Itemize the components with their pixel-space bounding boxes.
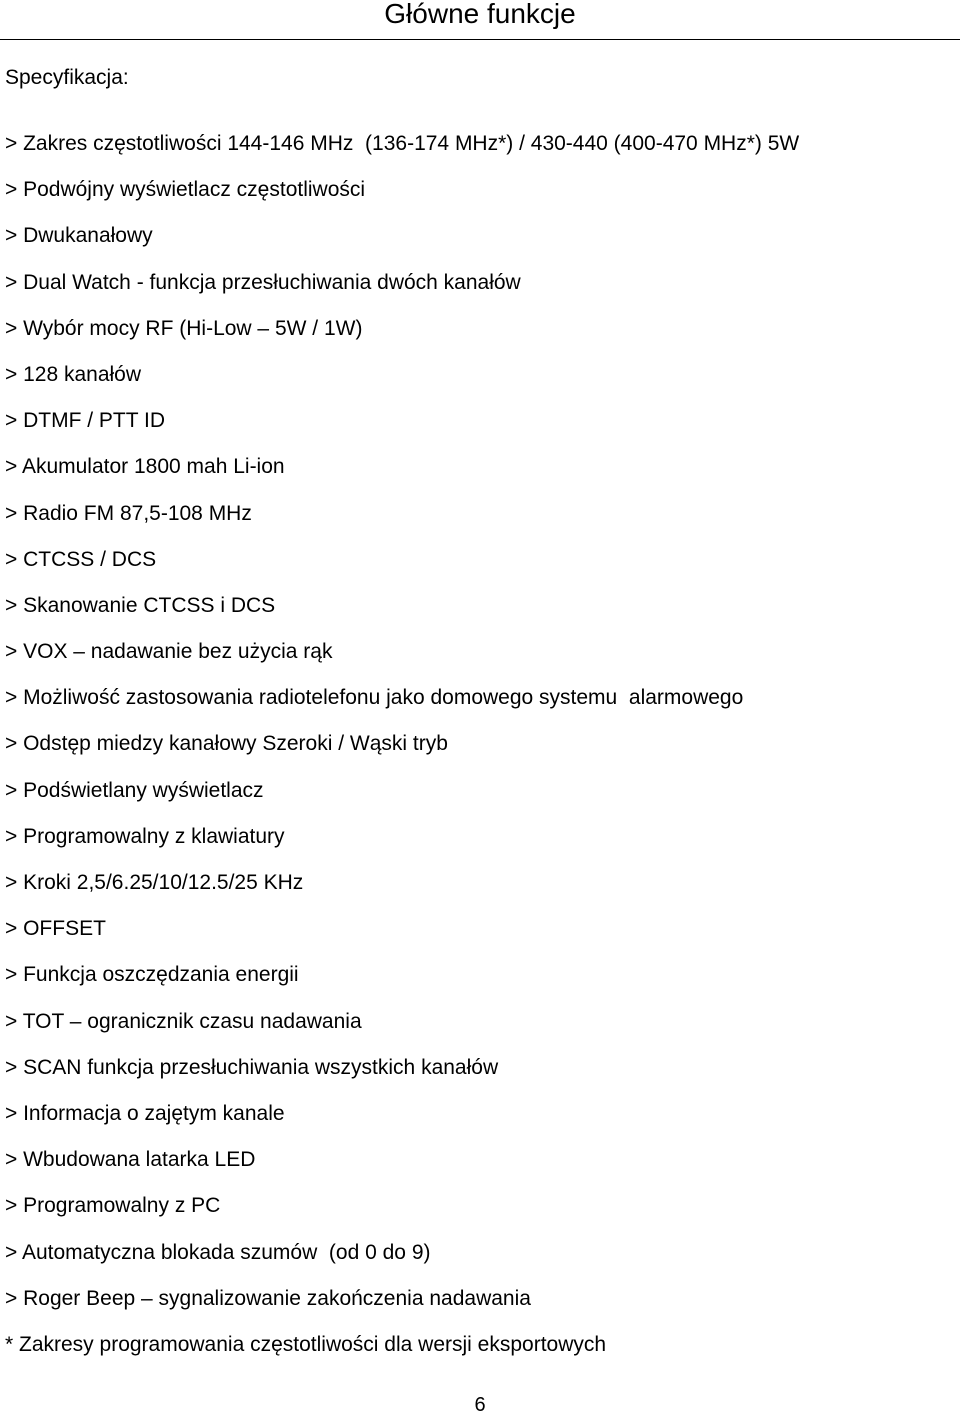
list-item: > Kroki 2,5/6.25/10/12.5/25 KHz	[5, 871, 304, 894]
list-item: > Podświetlany wyświetlacz	[5, 778, 264, 802]
page-title	[0, 0, 960, 32]
list-item: > Skanowanie CTCSS i DCS	[5, 593, 276, 617]
feature-list	[5, 129, 799, 1330]
list-item: > CTCSS / DCS	[5, 547, 157, 571]
list-item: > Dwukanałowy	[5, 224, 153, 248]
list-item: > 128 kanałów	[5, 362, 142, 386]
page-title-text: Główne funkcje	[384, 0, 576, 29]
page-number: 6	[474, 1394, 486, 1416]
list-item: > SCAN funkcja przesłuchiwania wszystkich kanałów	[5, 1055, 499, 1079]
list-item: > Wbudowana latarka LED	[5, 1148, 256, 1172]
title-divider	[0, 39, 960, 40]
list-item: > Funkcja oszczędzania energii	[5, 963, 299, 987]
list-item: > Odstęp miedzy kanałowy Szeroki / Wąski tryb	[5, 732, 448, 756]
list-item: > Podwójny wyświetlacz częstotliwości	[5, 178, 366, 202]
list-item: > Programowalny z PC	[5, 1194, 221, 1218]
list-item: > Dual Watch - funkcja przesłuchiwania dwóch kanałów	[5, 270, 521, 294]
list-item: > Programowalny z klawiatury	[5, 824, 285, 848]
list-item: > Akumulator 1800 mah Li-ion	[5, 455, 285, 479]
footnote: * Zakresy programowania częstotliwości dla wersji eksportowych	[5, 1333, 607, 1356]
list-item: > TOT – ogranicznik czasu nadawania	[5, 1009, 362, 1033]
list-item: > Zakres częstotliwości 144-146 MHz (136-174 MHz*) / 430-440 (400-470 MHz*) 5W	[5, 132, 800, 155]
list-item: > Roger Beep – sygnalizowanie zakończenia nadawania	[5, 1286, 531, 1310]
list-item: > Informacja o zajętym kanale	[5, 1101, 285, 1125]
list-item: > Automatyczna blokada szumów (od 0 do 9)	[5, 1240, 431, 1264]
list-item: > VOX – nadawanie bez użycia rąk	[5, 640, 333, 664]
list-item: > Możliwość zastosowania radiotelefonu jako domowego systemu alarmowego	[5, 686, 744, 710]
list-item: > Radio FM 87,5-108 MHz	[5, 501, 252, 525]
list-item: > OFFSET	[5, 917, 106, 941]
list-item: > DTMF / PTT ID	[5, 409, 166, 433]
section-label: Specyfikacja:	[5, 66, 129, 89]
list-item: > Wybór mocy RF (Hi-Low – 5W / 1W)	[5, 316, 363, 340]
